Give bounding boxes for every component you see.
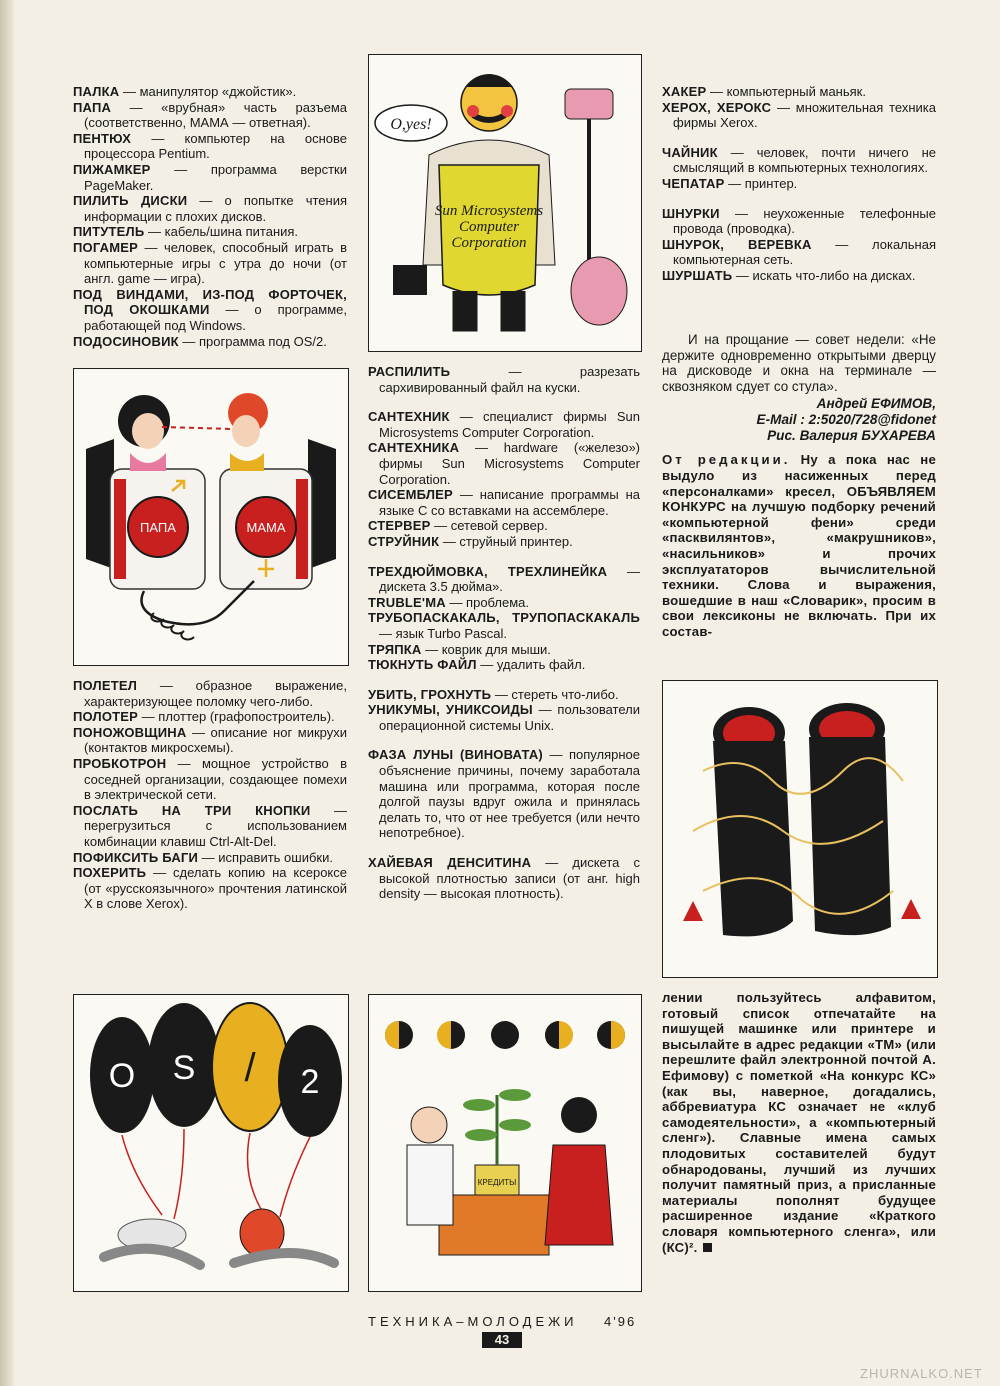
entry-term: ПОЛОТЕР <box>73 709 139 725</box>
dictionary-column-3 <box>662 84 936 284</box>
editorial-continuation-block <box>662 990 936 1255</box>
papa-plug-label: ПАПА <box>140 520 176 535</box>
author-email: E-Mail : 2:5020/728@fidonet <box>756 412 936 428</box>
entry-term: ПРОБКОТРОН <box>73 755 167 771</box>
entry-term: САНТЕХНИК <box>368 409 450 425</box>
end-of-article-mark <box>703 1243 712 1252</box>
dictionary-entry <box>368 657 640 673</box>
entry-term: РАСПИЛИТЬ <box>368 364 451 379</box>
entry-definition: — компьютерный маньяк. <box>706 84 866 99</box>
dictionary-entry <box>662 206 936 237</box>
watermark-text: ZHURNALKO.NET <box>860 1366 983 1381</box>
entry-term: СИСЕМБЛЕР <box>368 487 453 503</box>
entry-term: ФАЗА ЛУНЫ (ВИНОВАТА) <box>368 747 543 763</box>
entry-term: ПЕНТЮХ <box>73 130 132 146</box>
entry-definition: — множительная техника фирмы Xerox. <box>673 99 936 131</box>
entry-definition: — исправить ошибки. <box>198 849 333 865</box>
entry-term: ПОД ВИНДАМИ, ИЗ-ПОД ФОРТОЧЕК, ПОД ОКОШКАМИ <box>73 286 347 318</box>
dictionary-entry <box>368 855 640 902</box>
dictionary-entry <box>368 702 640 733</box>
entry-definition: — плоттер (графопостроитель). <box>138 709 335 725</box>
issue-number: 4'96 <box>604 1314 637 1329</box>
entry-term: ХАЙЕВАЯ ДЕНСИТИНА <box>368 855 532 871</box>
dictionary-column-1 <box>73 84 347 349</box>
illustration-boots-laces <box>662 680 938 978</box>
entry-term: ПИТУТЕЛЬ <box>73 224 145 240</box>
dictionary-entry <box>73 756 347 803</box>
entry-definition: — пользователи операционной системы Unix. <box>379 702 640 733</box>
entry-term: СТРУЙНИК <box>368 533 440 549</box>
entry-term: ПИЖАМКЕР <box>73 161 151 177</box>
dictionary-entry <box>73 725 347 756</box>
entry-term: ЧЕПАТАР <box>662 175 725 191</box>
entry-definition: — удалить файл. <box>476 657 586 673</box>
entry-term: ПИЛИТЬ ДИСКИ <box>73 193 188 209</box>
entry-term: ШНУРКИ <box>662 205 720 221</box>
entry-term: ПОДОСИНОВИК <box>73 333 179 349</box>
entry-term: ПОГАМЕР <box>73 239 138 255</box>
entry-term: TRUBLE'MA <box>368 594 446 610</box>
entry-group-gap <box>368 733 640 747</box>
apron-line-2: Computer <box>459 219 519 235</box>
editorial-continuation <box>662 990 936 1255</box>
entry-term: ПАЛКА <box>73 84 120 99</box>
dictionary-entry <box>662 268 936 284</box>
dictionary-entry <box>73 803 347 850</box>
entry-definition: — неухоженные телефонные провода (проводка). <box>673 205 936 237</box>
author-block <box>662 396 936 444</box>
dictionary-entry <box>368 534 640 550</box>
editorial-note <box>662 452 936 639</box>
entry-group-gap <box>368 550 640 564</box>
entry-definition: — о программе, работающей под Windows. <box>84 302 348 333</box>
entry-definition: — разрезать сархивированный файл на куски. <box>379 364 640 395</box>
dictionary-entry <box>73 162 347 193</box>
entry-term: УНИКУМЫ, УНИКСОИДЫ <box>368 702 533 718</box>
dictionary-entry <box>662 100 936 131</box>
entry-definition: — сделать копию на ксероксе (от «русскоязычного» прочтения латинской X в слове Xerox). <box>84 865 347 912</box>
moon-phases-drawing <box>369 995 641 1291</box>
dictionary-entry <box>368 487 640 518</box>
entry-definition: — описание ног микрухи (контактов микросхемы). <box>84 724 347 756</box>
entry-definition: — стереть что-либо. <box>491 686 619 702</box>
illustration-papa-mama <box>73 368 349 666</box>
page-spine-shadow <box>0 0 14 1386</box>
entry-term: ТРЕХДЮЙМОВКА, ТРЕХЛИНЕЙКА <box>368 563 608 579</box>
boots-drawing <box>663 681 937 977</box>
entry-group-gap <box>368 841 640 855</box>
magazine-name-footer: ТЕХНИКА–МОЛОДЕЖИ <box>368 1314 578 1329</box>
entry-group-gap <box>662 192 936 206</box>
dictionary-entry <box>662 145 936 176</box>
dictionary-entry <box>368 595 640 611</box>
balloon-slash: / <box>244 1046 256 1090</box>
entry-definition: — о попытке чтения информации с плохих дисков. <box>84 193 347 224</box>
apron-line-3: Corporation <box>451 235 527 251</box>
entry-definition: — написание программы на языке C со вставками на ассемблере. <box>379 487 640 518</box>
mama-plug-label: МАМА <box>246 520 286 535</box>
dictionary-entry <box>368 610 640 641</box>
dictionary-entry <box>368 364 640 395</box>
dictionary-entry <box>73 224 347 240</box>
entry-definition: — hardware («железо») фирмы Sun Microsystems Computer Corporation. <box>379 440 640 487</box>
farewell-block <box>662 332 936 640</box>
dictionary-column-1-lower <box>73 678 347 912</box>
balloon-digit-2: 2 <box>300 1063 320 1101</box>
entry-term: ШУРШАТЬ <box>662 267 733 283</box>
speech-bubble-text: O,yes! <box>390 116 432 133</box>
illustration-sun-plumber <box>368 54 642 352</box>
dictionary-entry <box>368 440 640 487</box>
editorial-text: Ну а пока нас не выдуло из насиженных перед «персоналками» кресел, ОБЪЯВЛЯЕМ КОНКУРС на лучшую подборку речений «компьютерной фени» среди «пасквилянтов», «макрушников», «насильников» и прочих эксплуататоров вычислительной техники. Слова и выражения, вошедшие в наш «Словарик», просим в свои лексиконы не включать. При их состав- <box>662 452 936 639</box>
entry-term: ПОНОЖОВЩИНА <box>73 724 187 740</box>
entry-group-gap <box>662 131 936 145</box>
editorial-continuation-text: лении пользуйтесь алфавитом, готовый список отпечатайте на пишущей машинке или принтере и высылайте в адрес редакции «ТМ» (или перешлите файл электронной почтой А. Ефимову) с пометкой «На конкурс КС» (как вы, наверное, догадались, аббревиатура КС означает не «клуб самодеятельности», а «компьютерный сленг»). Славные имена самых плодовитых составителей будут обнародованы, лучший из лучших получит памятный приз, а присланные материалы пополнят будущее расширенное издание «Краткого словаря компьютерного сленга», или (КС)². <box>662 990 936 1255</box>
dictionary-entry <box>73 100 347 131</box>
entry-definition: — образное выражение, характеризующее поломку чего-либо. <box>84 678 347 709</box>
entry-term: УБИТЬ, ГРОХНУТЬ <box>368 686 492 702</box>
monitor-label: КРЕДИТЫ <box>477 1178 517 1187</box>
entry-definition: — проблема. <box>445 594 530 610</box>
apron-line-1: Sun Microsystems <box>434 203 544 219</box>
entry-definition: — популярное объяснение причины, почему заработала машина или программа, которая после долгой паузы вдруг ожила и принялась делать то, что от нее требуется (или нечто непотребное). <box>379 747 640 841</box>
dictionary-entry <box>73 131 347 162</box>
dictionary-entry <box>662 176 936 192</box>
editorial-label: От редакции. <box>662 452 791 468</box>
dictionary-entry <box>73 193 347 224</box>
dictionary-entry <box>662 237 936 268</box>
dictionary-entry <box>73 334 347 350</box>
entry-definition: — манипулятор «джойстик». <box>119 84 297 99</box>
dictionary-entry <box>368 518 640 534</box>
entry-definition: — дискета 3.5 дюйма». <box>379 563 640 595</box>
entry-definition: — принтер. <box>724 175 798 191</box>
page-number: 43 <box>482 1332 522 1348</box>
entry-group-gap <box>368 673 640 687</box>
dictionary-entry <box>73 287 347 334</box>
dictionary-entry <box>368 564 640 595</box>
entry-term: СТЕРВЕР <box>368 518 431 534</box>
entry-definition: — перегрузиться с использованием комбинации клавиш Ctrl-Alt-Del. <box>84 802 347 849</box>
entry-definition: — программа верстки PageMaker. <box>84 161 347 193</box>
os2-drawing <box>74 995 348 1291</box>
farewell-paragraph: И на прощание — совет недели: «Не держите одновременно открытыми дверцу на дисководе и окна на терминале — сквозняком сдует со стула». <box>662 332 936 394</box>
entry-term: ЧАЙНИК <box>662 144 718 160</box>
entry-term: ХАКЕР <box>662 84 707 99</box>
dictionary-entry <box>368 409 640 440</box>
entry-term: ПОСЛАТЬ НА ТРИ КНОПКИ <box>73 802 311 818</box>
entry-definition: — кабель/шина питания. <box>144 224 299 240</box>
dictionary-entry <box>73 240 347 287</box>
entry-term: ПОЛЕТЕЛ <box>73 678 138 693</box>
dictionary-entry <box>73 709 347 725</box>
entry-term: ПОФИКСИТЬ БАГИ <box>73 849 199 865</box>
entry-group-gap <box>368 395 640 409</box>
entry-definition: — «врубная» часть разъема (соответственно, МАМА — ответная). <box>84 99 347 131</box>
dictionary-entry <box>368 687 640 703</box>
entry-definition: — мощное устройство в соседней организации, создающее помехи в электрической сети. <box>84 755 347 803</box>
dictionary-entry <box>662 84 936 100</box>
entry-definition: — язык Turbo Pascal. <box>379 625 507 641</box>
dictionary-entry <box>73 678 347 709</box>
dictionary-entry <box>73 850 347 866</box>
illustration-os2-balloons <box>73 994 349 1292</box>
entry-term: САНТЕХНИКА <box>368 440 460 456</box>
entry-definition: — компьютер на основе процессора Pentium. <box>84 130 347 162</box>
entry-definition: — программа под OS/2. <box>178 333 327 349</box>
entry-definition: — сетевой сервер. <box>430 518 548 534</box>
entry-term: ХЕРОХ, ХЕРОКС <box>662 99 772 115</box>
dictionary-entry <box>368 747 640 841</box>
entry-definition: — струйный принтер. <box>439 533 573 549</box>
entry-term: ШНУРОК, ВЕРЕВКА <box>662 236 812 252</box>
entry-term: ТЮКНУТЬ ФАЙЛ <box>368 657 477 673</box>
illustrator-credit: Рис. Валерия БУХАРЕВА <box>767 428 936 444</box>
balloon-letter-o: O <box>108 1057 136 1095</box>
entry-term: ПАПА <box>73 99 112 115</box>
dictionary-column-2 <box>368 364 640 902</box>
sun-plumber-drawing <box>369 55 641 351</box>
entry-term: ТРЯПКА <box>368 641 422 657</box>
entry-term: ТРУБОПАСКАКАЛЬ, ТРУПОПАСКАКАЛЬ <box>368 610 640 626</box>
entry-definition: — специалист фирмы Sun Microsystems Computer Corporation. <box>379 409 640 440</box>
entry-definition: — дискета с высокой плотностью записи (от анг. high density — высокая плотность). <box>379 855 641 902</box>
dictionary-entry <box>73 865 347 912</box>
entry-definition: — коврик для мыши. <box>421 641 551 657</box>
entry-definition: — человек, почти ничего не смыслящий в компьютерных технологиях. <box>673 144 936 176</box>
dictionary-entry <box>368 642 640 658</box>
entry-definition: — локальная компьютерная сеть. <box>673 236 936 268</box>
entry-term: ПОХЕРИТЬ <box>73 865 147 881</box>
dictionary-entry <box>73 84 347 100</box>
author-name: Андрей ЕФИМОВ, <box>816 396 936 412</box>
entry-definition: — человек, способный играть в компьютерные игры с утра до ночи (от англ. game — игра). <box>84 239 347 287</box>
balloon-letter-s: S <box>172 1049 196 1087</box>
entry-definition: — искать что-либо на дисках. <box>732 267 916 283</box>
papa-mama-drawing <box>74 369 348 665</box>
illustration-moon-phases <box>368 994 642 1292</box>
